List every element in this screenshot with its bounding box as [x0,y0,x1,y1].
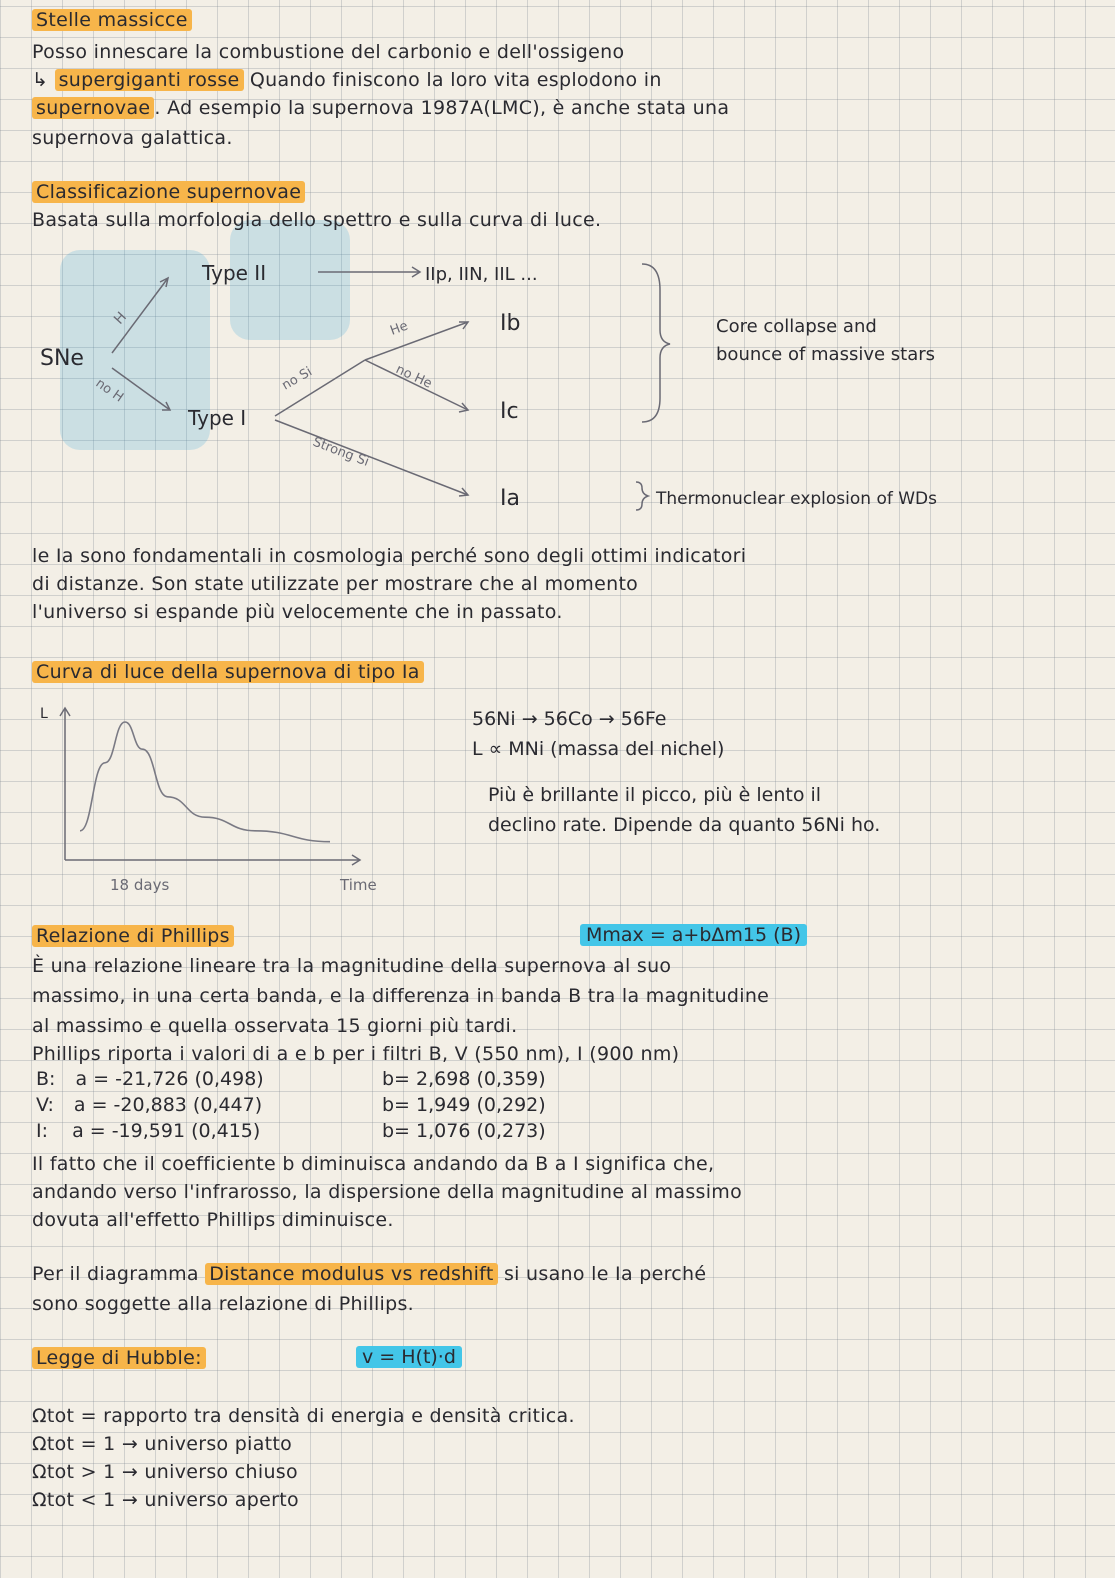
chart-xlabel: Time [340,876,377,894]
heading-hubble: Legge di Hubble: [32,1346,206,1370]
text-line: Per il diagramma Distance modulus vs redshift si usano le Ia perché [32,1263,707,1285]
text-line: supernovae . Ad esempio la supernova 1987A(LMC), è anche stata una [32,96,729,120]
heading-phillips: Relazione di Phillips [32,924,234,948]
phillips-formula: Mmax = a+bΔm15 (B) [580,924,807,946]
diagram-subtypes-ii: IIp, IIN, IIL ... [425,264,538,285]
diagram-label-he: He [388,318,411,339]
diagram-core-collapse-2: bounce of massive stars [716,344,936,365]
text-line: È una relazione lineare tra la magnitudine della supernova al suo [32,955,672,977]
luminosity-relation: L ∝ MNi (massa del nichel) [472,738,725,760]
diagram-ib: Ib [500,311,521,336]
light-curve-line [80,722,330,842]
text-line: massimo, in una certa banda, e la differenza in banda B tra la magnitudine [32,985,770,1007]
phillips-row-i: I: a = -19,591 (0,415) b= 1,076 (0,273) [36,1120,546,1142]
text-line: Più è brillante il picco, più è lento il [488,784,822,806]
phillips-row-v: V: a = -20,883 (0,447) b= 1,949 (0,292) [36,1094,546,1116]
text-line: Posso innescare la combustione del carbonio e dell'ossigeno [32,41,625,63]
light-curve-chart [40,700,420,900]
omega-definition: Ωtot = rapporto tra densità di energia e densità critica. [32,1405,575,1427]
omega-open: Ωtot < 1 → universo aperto [32,1489,299,1511]
decay-chain: 56Ni → 56Co → 56Fe [472,708,667,730]
text-line: le Ia sono fondamentali in cosmologia perché sono degli ottimi indicatori [32,545,747,567]
chart-peak-annotation: 18 days [110,876,170,894]
text-line: dovuta all'effetto Phillips diminuisce. [32,1209,394,1231]
omega-flat: Ωtot = 1 → universo piatto [32,1433,293,1455]
diagram-label-strongsi: Strong Si [310,434,371,470]
hubble-formula: v = H(t)·d [356,1346,462,1368]
text-line: l'universo si espande più velocemente che in passato. [32,601,563,623]
text-line: Phillips riporta i valori di a e b per i filtri B, V (550 nm), I (900 nm) [32,1043,680,1065]
highlight-red-supergiants: supergiganti rosse [55,69,244,91]
diagram-ic: Ic [500,399,519,424]
text-line: di distanze. Son state utilizzate per mostrare che al momento [32,573,639,595]
text-line: Il fatto che il coefficiente b diminuisca andando da B a I significa che, [32,1153,715,1175]
heading-classification: Classificazione supernovae [32,180,305,204]
diagram-root: SNe [40,346,84,371]
diagram-thermonuclear: Thermonuclear explosion of WDs [656,489,937,509]
diagram-label-nosi: no Si [279,364,315,394]
highlight-distance-modulus: Distance modulus vs redshift [205,1263,497,1285]
text-line: Basata sulla morfologia dello spettro e sulla curva di luce. [32,209,602,231]
classification-diagram [0,250,1115,530]
omega-closed: Ωtot > 1 → universo chiuso [32,1461,298,1483]
heading-massive-stars: Stelle massicce [32,8,192,32]
text-line: sono soggette alla relazione di Phillips. [32,1293,415,1315]
diagram-type2: Type II [202,261,267,285]
text-line: declino rate. Dipende da quanto 56Ni ho. [488,814,881,836]
text-line: supernova galattica. [32,127,233,149]
heading-light-curve: Curva di luce della supernova di tipo Ia [32,660,424,684]
text-line: andando verso l'infrarosso, la dispersione della magnitudine al massimo [32,1181,743,1203]
phillips-row-b: B: a = -21,726 (0,498) b= 2,698 (0,359) [36,1068,546,1090]
diagram-label-nohe: no He [393,362,435,392]
diagram-label-h: H [111,309,131,328]
chart-ylabel: L [40,706,48,722]
diagram-type1: Type I [188,406,247,430]
diagram-core-collapse-1: Core collapse and [716,316,877,337]
diagram-label-noh: no H [92,375,126,406]
text-line: al massimo e quella osservata 15 giorni più tardi. [32,1015,518,1037]
highlight-supernovae: supernovae [32,97,154,119]
text-line: ↳ supergiganti rosse Quando finiscono la loro vita esplodono in [32,69,662,91]
diagram-ia: Ia [500,486,520,511]
